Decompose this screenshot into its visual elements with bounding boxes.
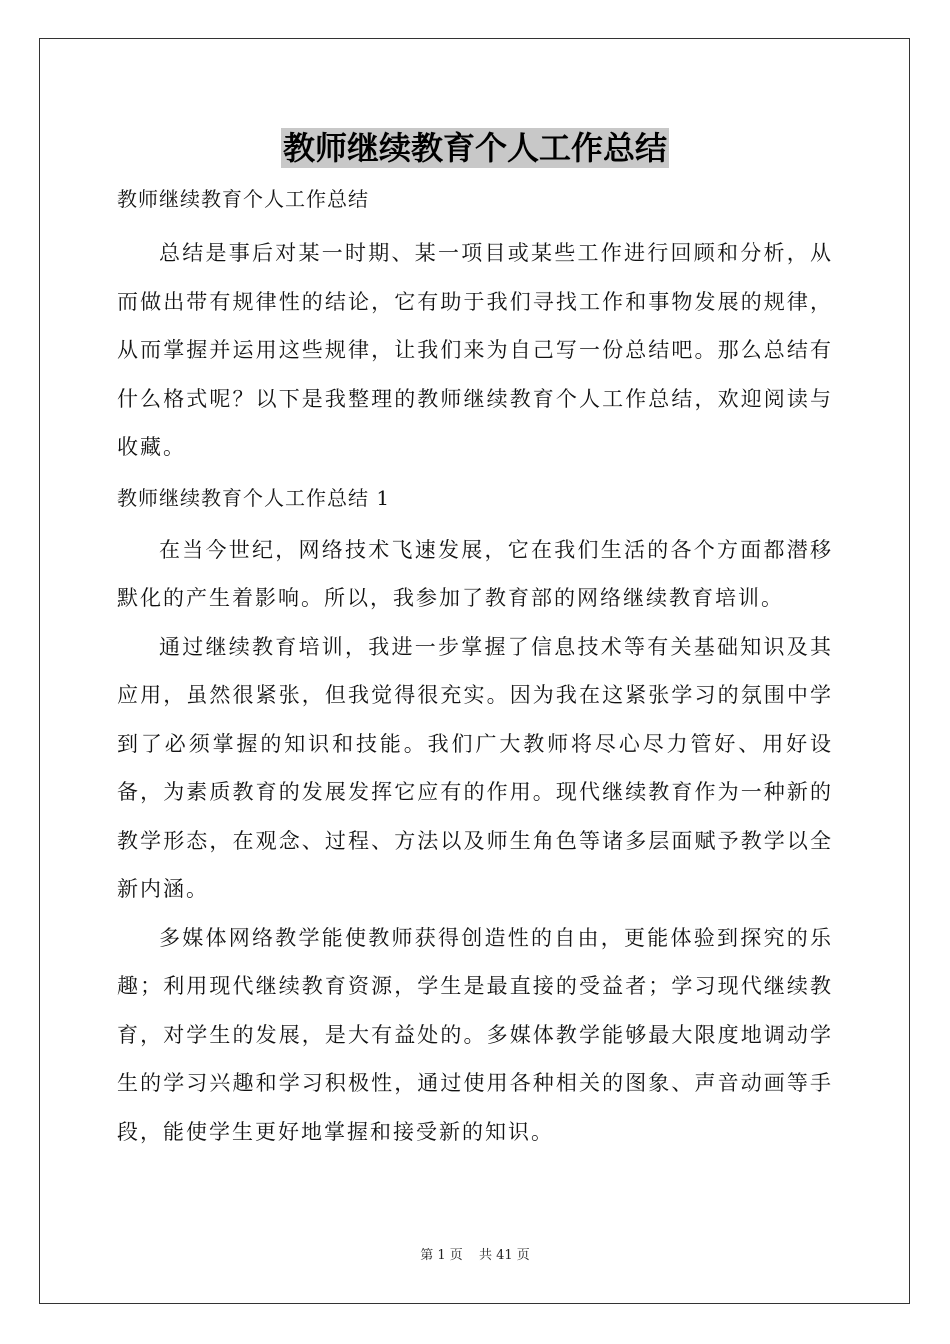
page-total: 共 41 页 bbox=[478, 1248, 530, 1263]
title-container bbox=[0, 128, 950, 168]
intro-paragraph: 总结是事后对某一时期、某一项目或某些工作进行回顾和分析，从而做出带有规律性的结论，它有助于我们寻找工作和事物发展的规律，从而掌握并运用这些规律，让我们来为自己写一份总结吧。那么总结有什么格式呢？以下是我整理的教师继续教育个人工作总结，欢迎阅读与收藏。 bbox=[117, 241, 833, 459]
document-title: 教师继续教育个人工作总结 bbox=[282, 129, 667, 167]
page-footer bbox=[0, 1247, 950, 1265]
body-paragraph: 通过继续教育培训，我进一步掌握了信息技术等有关基础知识及其应用，虽然很紧张，但我觉得很充实。因为我在这紧张学习的氛围中学到了必须掌握的知识和技能。我们广大教师将尽心尽力管好、用好设备，为素质教育的发展发挥它应有的作用。现代继续教育作为一种新的教学形态，在观念、过程、方法以及师生角色等诸多层面赋予教学以全新内涵。 bbox=[117, 634, 833, 901]
document-subtitle: 教师继续教育个人工作总结 bbox=[117, 187, 369, 211]
section-heading: 教师继续教育个人工作总结 1 bbox=[117, 485, 391, 510]
body-paragraph: 在当今世纪，网络技术飞速发展，它在我们生活的各个方面都潜移默化的产生着影响。所以，我参加了教育部的网络继续教育培训。 bbox=[117, 537, 833, 610]
body-paragraph: 多媒体网络教学能使教师获得创造性的自由，更能体验到探究的乐趣；利用现代继续教育资源，学生是最直接的受益者；学习现代继续教育，对学生的发展，是大有益处的。多媒体教学能够最大限度地调动学生的学习兴趣和学习积极性，通过使用各种相关的图象、声音动画等手段，能使学生更好地掌握和接受新的知识。 bbox=[117, 925, 833, 1144]
document-body bbox=[117, 181, 833, 1156]
page-number: 第 1 页 bbox=[420, 1248, 463, 1263]
